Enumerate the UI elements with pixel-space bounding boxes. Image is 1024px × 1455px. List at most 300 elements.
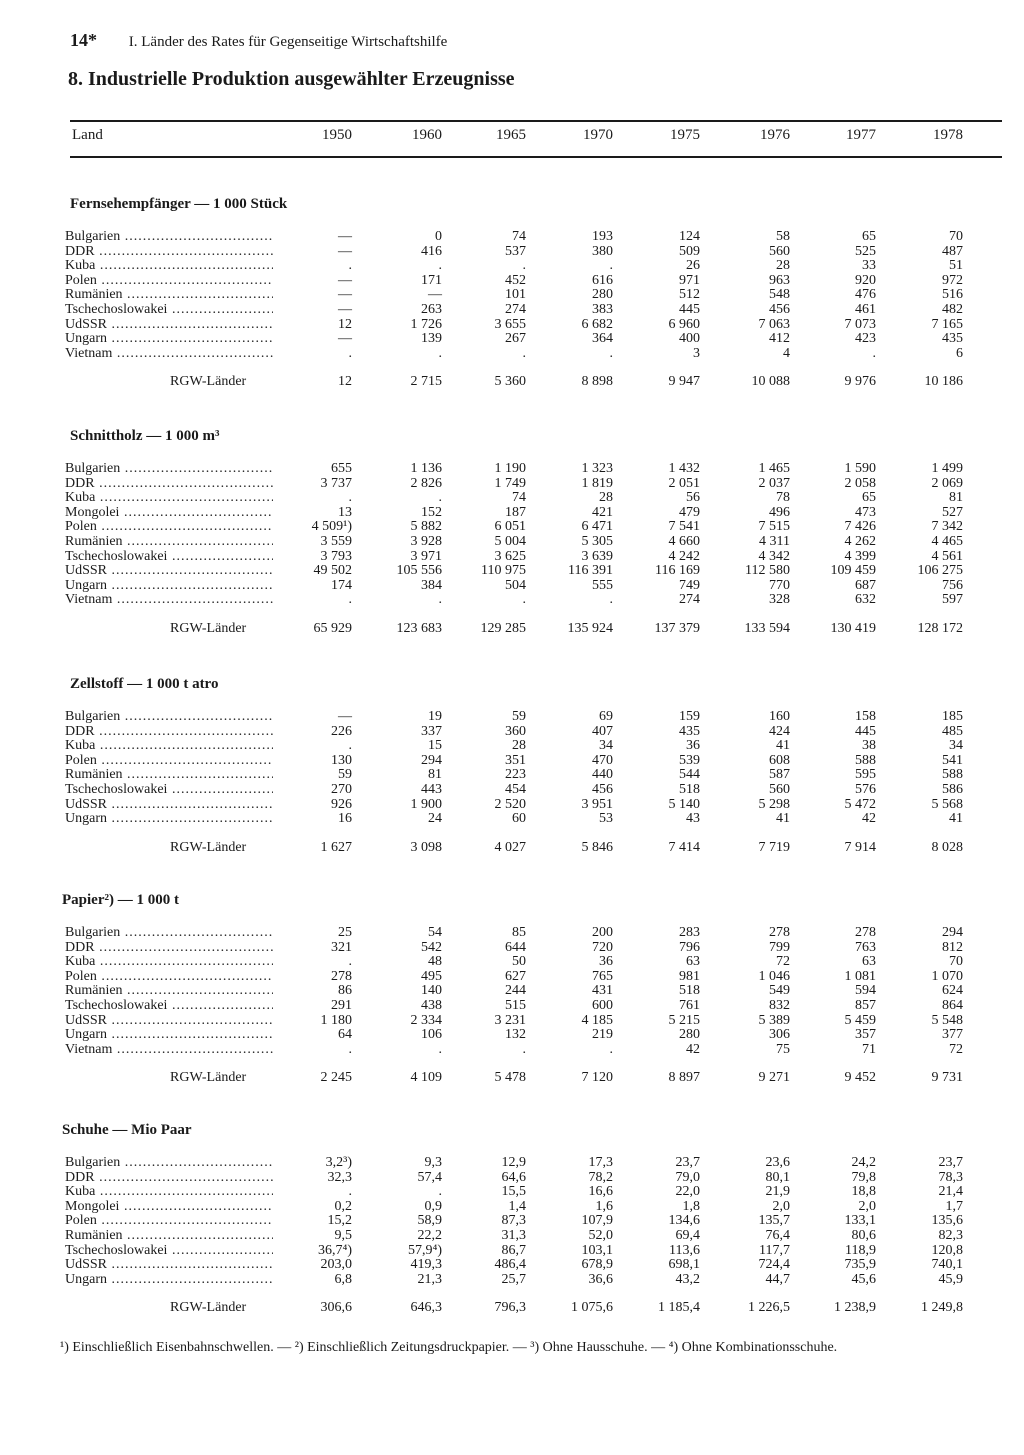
table-cell: 17,3 [588, 1155, 613, 1170]
row-label: Bulgarien ..... [65, 230, 273, 244]
table-cell: 3 [693, 345, 700, 361]
table-row [0, 347, 1024, 361]
table-cell: 294 [421, 752, 442, 768]
table-cell: 749 [679, 577, 700, 593]
table-cell: 4 185 [581, 1012, 613, 1028]
table-cell: 7 541 [668, 519, 700, 535]
table-row [0, 783, 1024, 797]
table-cell: 3 971 [410, 548, 442, 564]
table-row [0, 506, 1024, 520]
table-cell: 33 [862, 258, 876, 274]
table-cell: 486,4 [494, 1257, 526, 1273]
table-cell: . [872, 345, 876, 361]
table-cell: 44,7 [765, 1271, 790, 1287]
table-cell: . [522, 258, 526, 274]
table-cell: 134,6 [668, 1213, 700, 1229]
table-cell: 644 [505, 939, 526, 955]
table-cell: 1 726 [410, 316, 442, 332]
table-row [0, 535, 1024, 549]
table-cell: 81 [428, 767, 442, 783]
table-cell: 3 737 [320, 475, 352, 491]
table-cell: 337 [421, 723, 442, 739]
table-cell: . [609, 258, 613, 274]
table-cell: 763 [855, 939, 876, 955]
table-cell: 412 [769, 331, 790, 347]
table-row [0, 710, 1024, 724]
table-cell: 160 [769, 709, 790, 724]
table-cell: 270 [331, 782, 352, 797]
table-row [0, 259, 1024, 273]
table-cell: 200 [592, 925, 613, 940]
footnotes: ¹) Einschließlich Eisenbahnschwellen. — ²) Einschließlich Zeitungsdruckpapier. — ³) Ohne Hausschuhe. — ⁴) Ohne Kombinationsschuhe. [60, 1340, 838, 1355]
table-cell: 86,7 [501, 1242, 526, 1258]
table-cell: 34 [599, 738, 613, 754]
table-row [0, 332, 1024, 346]
table-cell: 41 [776, 811, 790, 827]
total-cell: 8 897 [668, 1070, 700, 1086]
table-cell: 770 [769, 577, 790, 593]
table-cell: 419,3 [410, 1257, 442, 1273]
table-row [0, 984, 1024, 998]
table-row [0, 941, 1024, 955]
section-title: Schuhe — Mio Paar [62, 1122, 192, 1138]
table-cell: 2 520 [494, 796, 526, 812]
table-cell: 515 [505, 998, 526, 1013]
total-cell: 1 075,6 [571, 1300, 613, 1316]
table-cell: 25 [338, 925, 352, 940]
table-cell: 226 [331, 723, 352, 739]
table-cell: 328 [769, 592, 790, 608]
table-cell: 380 [592, 243, 613, 259]
table-cell: 4 [783, 345, 790, 361]
table-cell: — [428, 287, 442, 303]
header-rule [70, 156, 1002, 158]
table-cell: 321 [331, 939, 352, 955]
table-cell: 1 590 [844, 461, 876, 476]
table-row [0, 812, 1024, 826]
table-cell: 1 136 [410, 461, 442, 476]
table-cell: 23,7 [675, 1155, 700, 1170]
row-label: Rumänien ..... [65, 768, 273, 782]
table-cell: 106 [421, 1027, 442, 1043]
table-cell: — [338, 287, 352, 303]
table-cell: 423 [855, 331, 876, 347]
section-title: Fernsehempfänger — 1 000 Stück [70, 196, 288, 212]
table-cell: 24 [428, 811, 442, 827]
table-cell: 18,8 [851, 1184, 876, 1200]
table-cell: 5 298 [758, 796, 790, 812]
total-label: RGW-Länder [170, 374, 247, 390]
table-cell: 15 [428, 738, 442, 754]
table-cell: 280 [679, 1027, 700, 1043]
table-cell: 588 [855, 752, 876, 768]
total-cell: 5 478 [494, 1070, 526, 1086]
table-cell: 78,3 [938, 1169, 963, 1185]
table-cell: 735,9 [844, 1257, 876, 1273]
column-header-year: 1975 [670, 127, 700, 143]
table-cell: 435 [679, 723, 700, 739]
table-cell: 544 [679, 767, 700, 783]
table-cell: 116 169 [655, 563, 700, 579]
table-cell: 133,1 [844, 1213, 876, 1229]
table-cell: 223 [505, 767, 526, 783]
table-cell: 487 [942, 243, 963, 259]
table-cell: . [522, 1041, 526, 1057]
table-cell: . [348, 345, 352, 361]
column-header-year: 1965 [496, 127, 526, 143]
total-cell: 135 924 [567, 621, 613, 636]
table-cell: 5 305 [581, 534, 613, 549]
table-cell: 495 [421, 968, 442, 984]
row-label: Vietnam ..... [65, 593, 273, 607]
table-cell: . [348, 1184, 352, 1200]
table-cell: 597 [942, 592, 963, 608]
table-cell: 678,9 [581, 1257, 613, 1273]
table-row [0, 1028, 1024, 1042]
table-cell: 504 [505, 577, 526, 593]
table-cell: 135,7 [758, 1213, 790, 1229]
table-cell: 5 472 [844, 796, 876, 812]
table-cell: 263 [421, 302, 442, 317]
table-cell: 560 [769, 243, 790, 259]
table-cell: 516 [942, 287, 963, 303]
total-cell: 9 976 [844, 374, 876, 390]
table-cell: 539 [679, 752, 700, 768]
table-cell: 45,9 [938, 1271, 963, 1287]
table-cell: 36,6 [588, 1271, 613, 1287]
table-cell: 1 070 [931, 968, 963, 984]
table-cell: 53 [599, 811, 613, 827]
total-cell: 123 683 [396, 621, 442, 636]
table-cell: 51 [949, 258, 963, 274]
row-label: Polen ..... [65, 1214, 273, 1228]
table-cell: 24,2 [851, 1155, 876, 1170]
table-cell: 120,8 [931, 1242, 963, 1258]
table-cell: 485 [942, 723, 963, 739]
table-cell: 627 [505, 968, 526, 984]
table-cell: 174 [331, 577, 352, 593]
total-cell: 1 249,8 [921, 1300, 963, 1316]
table-cell: 112 580 [745, 563, 790, 579]
table-cell: 101 [505, 287, 526, 303]
table-cell: 2 037 [758, 475, 790, 491]
table-row [0, 1200, 1024, 1214]
table-cell: 25,7 [501, 1271, 526, 1287]
total-cell: 133 594 [744, 621, 790, 636]
table-cell: — [338, 243, 352, 259]
table-cell: 3 655 [494, 316, 526, 332]
table-cell: 49 502 [313, 563, 352, 579]
table-cell: 109 459 [830, 563, 876, 579]
table-cell: 926 [331, 796, 352, 812]
row-label: Rumänien ..... [65, 984, 273, 998]
table-cell: — [338, 302, 352, 317]
table-cell: 278 [331, 968, 352, 984]
table-cell: 761 [679, 998, 700, 1013]
row-label: Kuba ..... [65, 1185, 273, 1199]
table-cell: 600 [592, 998, 613, 1013]
table-cell: 2,0 [772, 1198, 790, 1214]
table-cell: 28 [512, 738, 526, 754]
table-cell: 152 [421, 504, 442, 520]
table-row [0, 288, 1024, 302]
table-cell: 1 323 [581, 461, 613, 476]
table-cell: 13 [338, 504, 352, 520]
table-cell: 7 515 [758, 519, 790, 535]
table-cell: 452 [505, 272, 526, 288]
table-cell: 7 073 [844, 316, 876, 332]
table-cell: 972 [942, 272, 963, 288]
table-cell: 920 [855, 272, 876, 288]
row-label: Rumänien ..... [65, 535, 273, 549]
table-cell: 65 [862, 490, 876, 506]
table-cell: 6 960 [668, 316, 700, 332]
total-cell: 128 172 [917, 621, 963, 636]
table-cell: 1,4 [508, 1198, 526, 1214]
table-cell: 7 165 [931, 316, 963, 332]
table-cell: 185 [942, 709, 963, 724]
table-row [0, 1171, 1024, 1185]
section-title: Schnittholz — 1 000 m³ [70, 428, 220, 444]
total-cell: 4 027 [494, 839, 526, 855]
table-cell: 542 [421, 939, 442, 955]
table-cell: 445 [679, 302, 700, 317]
table-cell: 799 [769, 939, 790, 955]
row-label: DDR ..... [65, 725, 273, 739]
table-cell: 5 568 [931, 796, 963, 812]
table-cell: 22,0 [675, 1184, 700, 1200]
row-label: Bulgarien ..... [65, 710, 273, 724]
table-cell: 74 [512, 490, 526, 506]
table-cell: 103,1 [581, 1242, 613, 1258]
table-cell: 135,6 [931, 1213, 963, 1229]
row-label: UdSSR ..... [65, 564, 273, 578]
top-rule [70, 120, 1002, 122]
table-cell: 1 819 [581, 475, 613, 491]
row-label: UdSSR ..... [65, 798, 273, 812]
table-cell: 724,4 [758, 1257, 790, 1273]
row-label: Rumänien ..... [65, 1229, 273, 1243]
page-number: 14* [70, 30, 97, 50]
total-cell: 5 360 [494, 374, 526, 390]
table-cell: . [438, 490, 442, 506]
table-row [0, 303, 1024, 317]
table-cell: 470 [592, 752, 613, 768]
table-cell: 36,7⁴) [317, 1242, 352, 1258]
table-cell: 107,9 [581, 1213, 613, 1229]
table-cell: 116 391 [568, 563, 613, 579]
table-cell: 69,4 [675, 1228, 700, 1243]
total-cell: 9 947 [668, 374, 700, 390]
table-cell: — [338, 229, 352, 244]
table-cell: 21,9 [765, 1184, 790, 1200]
total-cell: 7 719 [758, 839, 790, 855]
table-cell: 294 [942, 925, 963, 940]
table-cell: 7 342 [931, 519, 963, 535]
table-cell: 1 180 [320, 1012, 352, 1028]
table-cell: 1 749 [494, 475, 526, 491]
table-cell: 59 [338, 767, 352, 783]
table-cell: 608 [769, 752, 790, 768]
table-row [0, 230, 1024, 244]
table-row [0, 245, 1024, 259]
row-label: UdSSR ..... [65, 1014, 273, 1028]
table-row [0, 477, 1024, 491]
table-cell: 171 [421, 272, 442, 288]
column-header-year: 1976 [760, 127, 790, 143]
row-label: Ungarn ..... [65, 332, 273, 346]
table-cell: 41 [949, 811, 963, 827]
table-cell: 586 [942, 782, 963, 797]
row-label: Vietnam ..... [65, 347, 273, 361]
table-cell: . [522, 592, 526, 608]
table-cell: 2 069 [931, 475, 963, 491]
table-cell: 283 [679, 925, 700, 940]
table-cell: 443 [421, 782, 442, 797]
table-cell: 16,6 [588, 1184, 613, 1200]
total-cell: 9 271 [758, 1070, 790, 1086]
table-cell: 57,9⁴) [407, 1242, 442, 1258]
total-cell: 10 088 [751, 374, 790, 390]
table-cell: 12 [338, 316, 352, 332]
total-cell: 4 109 [410, 1070, 442, 1086]
table-cell: 454 [505, 782, 526, 797]
section-title: Zellstoff — 1 000 t atro [70, 676, 219, 692]
total-cell: 2 245 [320, 1070, 352, 1086]
table-cell: 6 051 [494, 519, 526, 535]
table-cell: 765 [592, 968, 613, 984]
total-row [0, 840, 1024, 856]
table-cell: 72 [949, 1041, 963, 1057]
column-header-year: 1978 [933, 127, 963, 143]
table-cell: 698,1 [668, 1257, 700, 1273]
column-header-year: 1970 [583, 127, 613, 143]
table-cell: . [438, 1184, 442, 1200]
table-cell: 113,6 [669, 1242, 700, 1258]
table-cell: 58,9 [417, 1213, 442, 1229]
total-cell: 7 914 [844, 839, 876, 855]
total-cell: 129 285 [480, 621, 526, 636]
table-cell: 36 [599, 954, 613, 970]
table-cell: 274 [505, 302, 526, 317]
table-cell: 19 [428, 709, 442, 724]
table-row [0, 798, 1024, 812]
table-cell: 812 [942, 939, 963, 955]
table-cell: 4 509¹) [311, 519, 352, 535]
table-row [0, 739, 1024, 753]
total-label: RGW-Länder [170, 1070, 247, 1086]
row-label: UdSSR ..... [65, 1258, 273, 1272]
table-cell: 461 [855, 302, 876, 317]
table-cell: 110 975 [481, 563, 526, 579]
table-cell: 476 [855, 287, 876, 303]
table-row [0, 462, 1024, 476]
table-cell: 6,8 [334, 1271, 352, 1287]
table-cell: 560 [769, 782, 790, 797]
running-header [70, 30, 447, 51]
table-cell: 479 [679, 504, 700, 520]
row-label: Kuba ..... [65, 955, 273, 969]
table-cell: 78,2 [588, 1169, 613, 1185]
table-cell: 384 [421, 577, 442, 593]
table-cell: . [348, 592, 352, 608]
table-cell: 594 [855, 983, 876, 999]
total-cell: 1 627 [320, 839, 352, 855]
table-cell: 59 [512, 709, 526, 724]
total-cell: 7 414 [668, 839, 700, 855]
table-cell: 81 [949, 490, 963, 506]
row-label: Ungarn ..... [65, 579, 273, 593]
table-cell: 139 [421, 331, 442, 347]
column-header-year: 1950 [322, 127, 352, 143]
table-cell: 36 [686, 738, 700, 754]
table-cell: 549 [769, 983, 790, 999]
total-cell: 1 185,4 [658, 1300, 700, 1316]
column-header-year: 1960 [412, 127, 442, 143]
row-label: Kuba ..... [65, 739, 273, 753]
table-cell: 9,5 [334, 1228, 352, 1243]
table-cell: 32,3 [327, 1169, 352, 1185]
table-cell: 45,6 [851, 1271, 876, 1287]
total-cell: 646,3 [410, 1300, 442, 1316]
table-cell: 106 275 [917, 563, 963, 579]
table-row [0, 1214, 1024, 1228]
table-cell: 595 [855, 767, 876, 783]
table-cell: 1,6 [595, 1198, 613, 1214]
table-cell: 6 [956, 345, 963, 361]
row-label: Tschechoslowakei ..... [65, 303, 273, 317]
total-label: RGW-Länder [170, 839, 247, 855]
table-cell: 364 [592, 331, 613, 347]
table-cell: 72 [776, 954, 790, 970]
table-cell: 42 [862, 811, 876, 827]
table-cell: 3 231 [494, 1012, 526, 1028]
table-cell: 87,3 [501, 1213, 526, 1229]
table-cell: 130 [331, 752, 352, 768]
table-cell: 0 [435, 229, 442, 244]
table-cell: 65 [862, 229, 876, 244]
table-cell: 60 [512, 811, 526, 827]
table-cell: 537 [505, 243, 526, 259]
table-row [0, 1258, 1024, 1272]
table-cell: 124 [679, 229, 700, 244]
table-cell: 421 [592, 504, 613, 520]
table-cell: 70 [949, 229, 963, 244]
table-cell: 1 900 [410, 796, 442, 812]
table-cell: 1 499 [931, 461, 963, 476]
table-cell: 140 [421, 983, 442, 999]
table-cell: 306 [769, 1027, 790, 1043]
table-cell: 2 058 [844, 475, 876, 491]
table-cell: 15,5 [501, 1184, 526, 1200]
table-cell: 80,6 [851, 1228, 876, 1243]
table-cell: 78 [776, 490, 790, 506]
table-cell: 86 [338, 983, 352, 999]
table-cell: 3,2³) [325, 1155, 352, 1170]
table-cell: 971 [679, 272, 700, 288]
table-cell: 74 [512, 229, 526, 244]
table-cell: — [338, 709, 352, 724]
row-label: Mongolei ..... [65, 1200, 273, 1214]
table-cell: 541 [942, 752, 963, 768]
table-cell: 21,3 [417, 1271, 442, 1287]
table-cell: 34 [949, 738, 963, 754]
total-cell: 8 028 [931, 839, 963, 855]
total-cell: 12 [338, 374, 352, 390]
table-cell: 0,2 [334, 1198, 352, 1214]
row-label: Vietnam ..... [65, 1043, 273, 1057]
table-cell: 193 [592, 229, 613, 244]
